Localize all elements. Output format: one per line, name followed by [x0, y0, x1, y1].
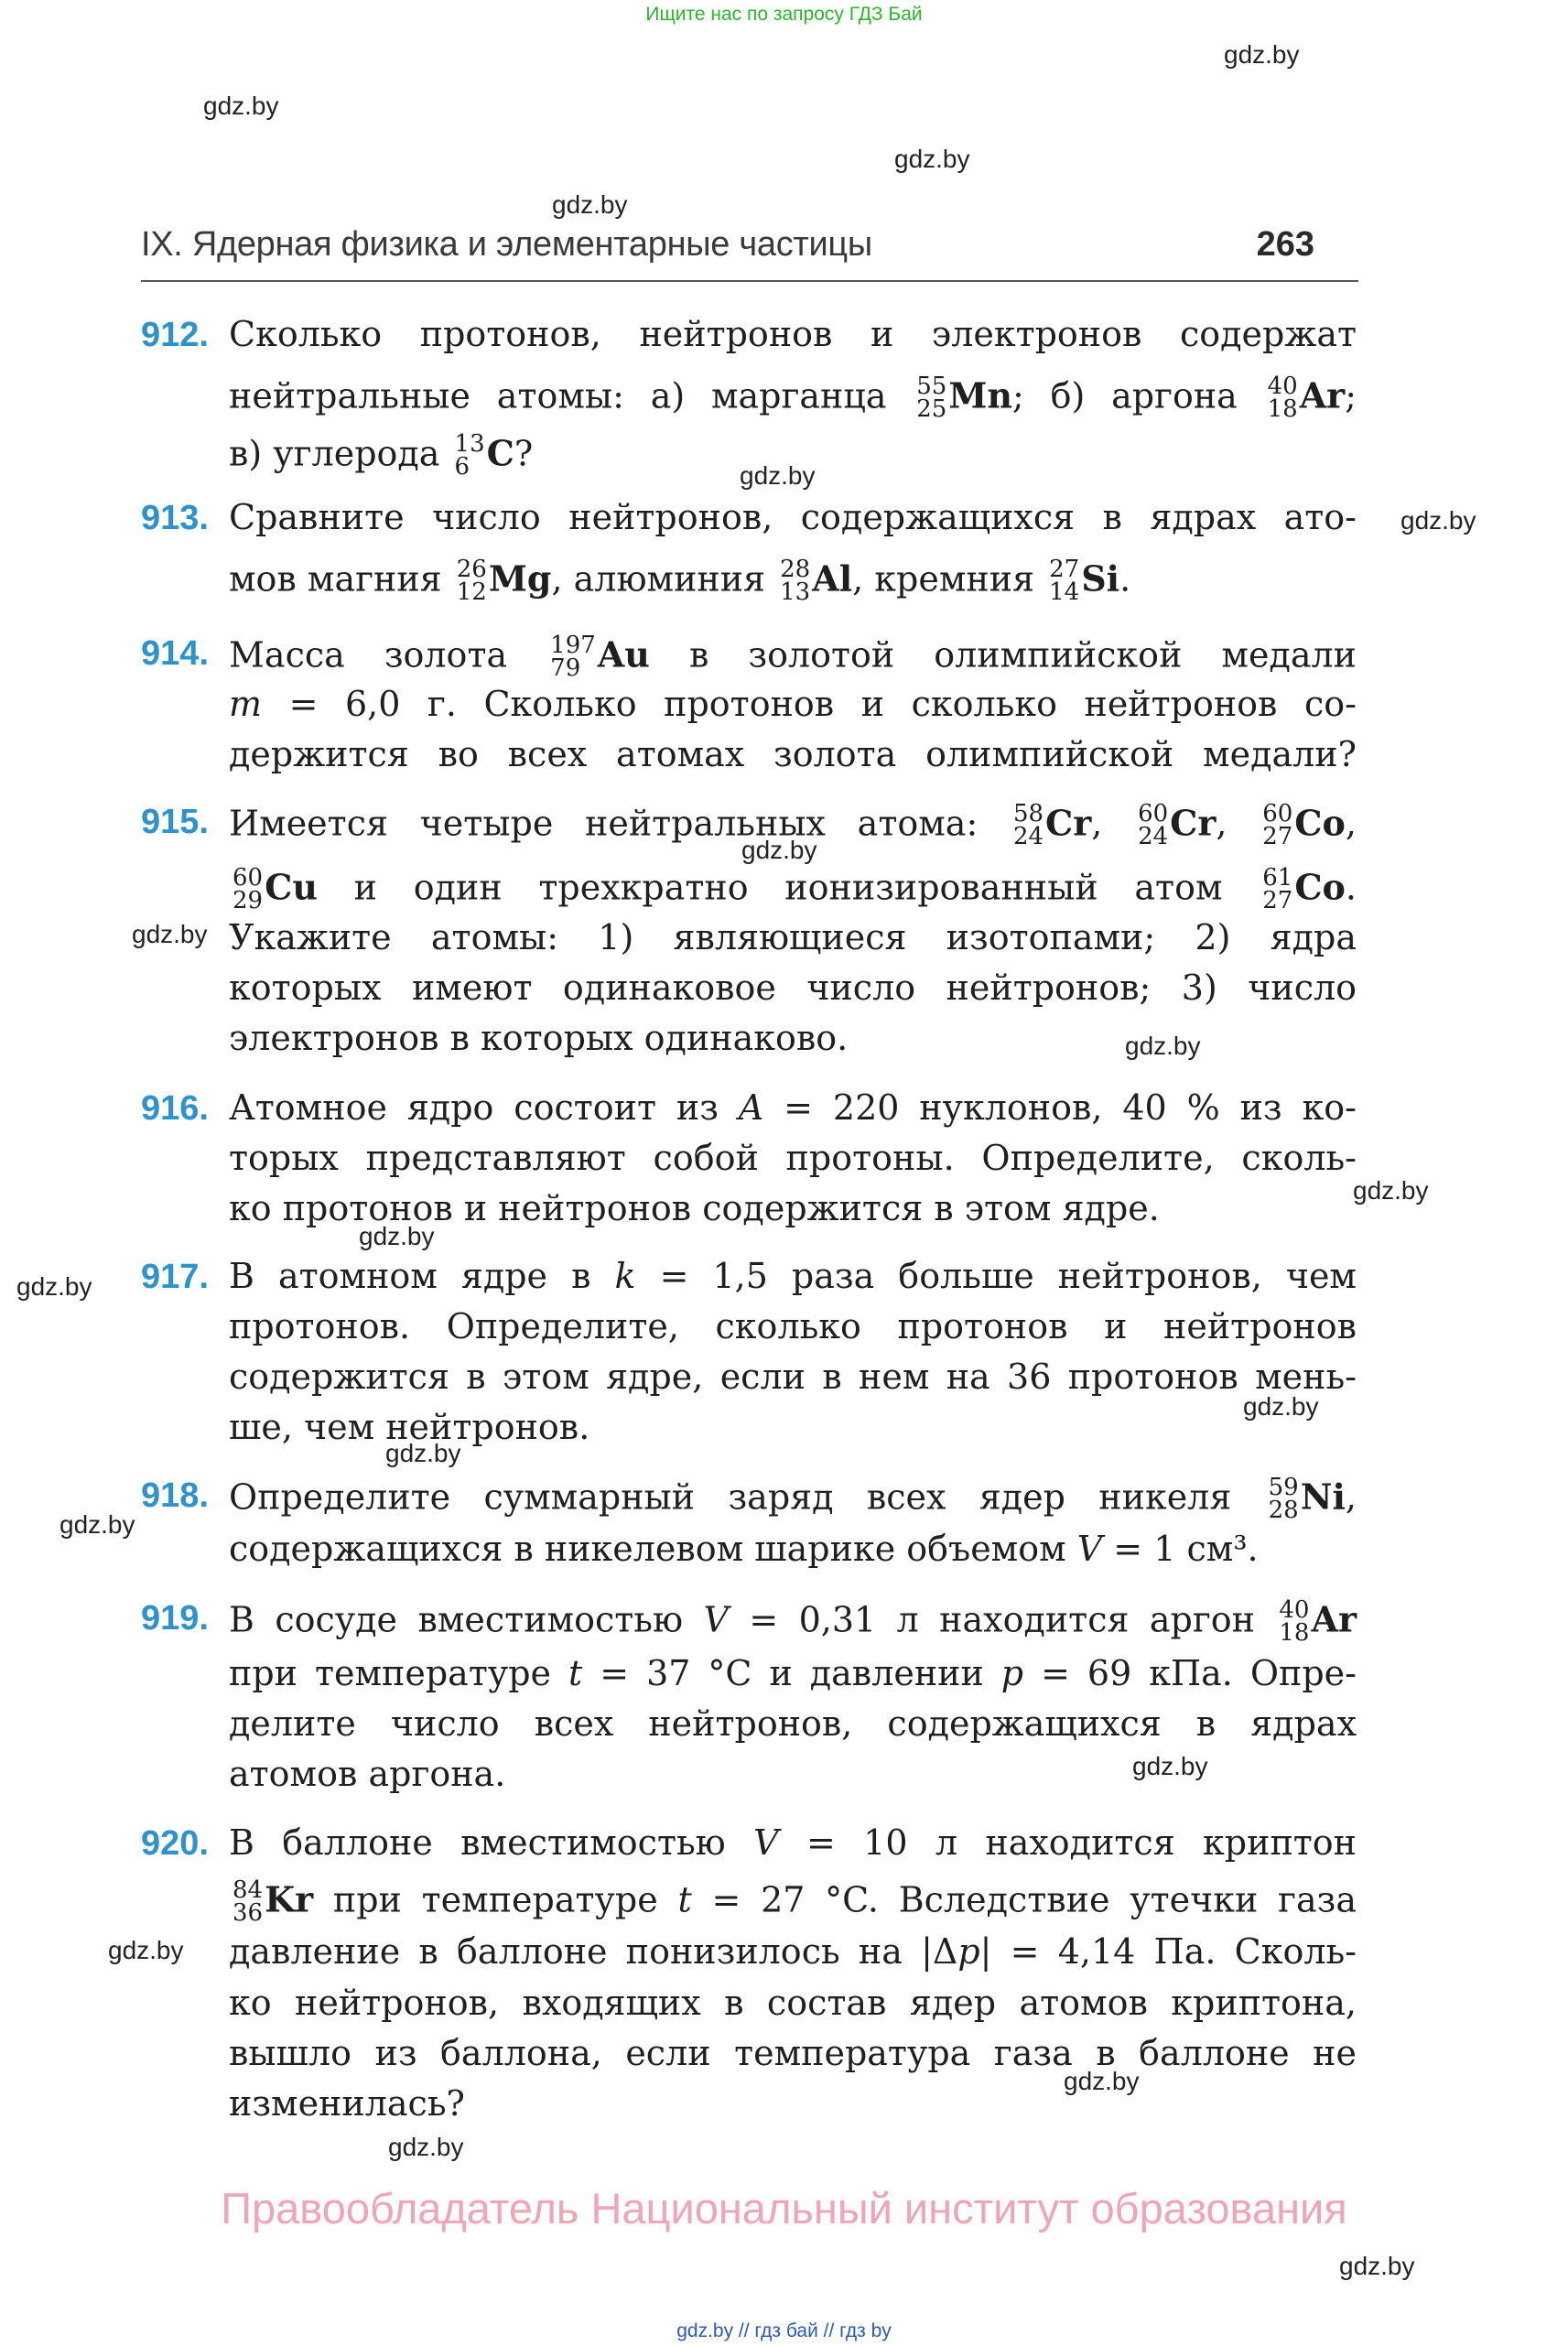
- problem-line: содержащихся в никелевом шарике объемом V = 1 см³.: [229, 1529, 1259, 1569]
- problem-line: 84 36 Kr при температуре t = 27 °C. Вследствие утечки газа: [232, 1876, 1357, 1927]
- problem-line: Определите суммарный заряд всех ядер никеля 59 28 Ni,: [229, 1474, 1357, 1524]
- watermark: gdz.by: [741, 836, 817, 864]
- problem-line: 60 29 Cu и один трехкратно ионизированный атом 61 27 Co.: [232, 864, 1357, 914]
- problem-line: торых представляют собой протоны. Определите, сколь-: [229, 1138, 1357, 1178]
- problem-line: которых имеют одинаковое число нейтронов; 3) число: [229, 968, 1357, 1008]
- problem-line: ко протонов и нейтронов содержится в этом ядре.: [229, 1188, 1160, 1228]
- isotope-notation: 59 28: [1268, 1474, 1299, 1524]
- problem-line: Сколько протонов, нейтронов и электронов содержат: [229, 314, 1357, 354]
- problem-line: давление в баллоне понизилось на |Δp| = 4,14 Па. Сколь-: [229, 1931, 1357, 1972]
- watermark: gdz.by: [1125, 1032, 1201, 1060]
- section-title: IX. Ядерная физика и элементарные частицы: [141, 225, 872, 264]
- watermark: gdz.by: [894, 145, 970, 173]
- watermark: gdz.by: [108, 1936, 184, 1964]
- watermark: gdz.by: [59, 1510, 135, 1539]
- problem-line: вышло из баллона, если температура газа в баллоне не: [229, 2033, 1357, 2073]
- problem-line: мов магния 26 12 Mg, алюминия 28 13 Al, кремния 27 14 Si.: [229, 556, 1131, 606]
- watermark: gdz.by: [1243, 1392, 1319, 1421]
- problem-number: 920.: [141, 1824, 209, 1863]
- watermark: gdz.by: [1132, 1752, 1208, 1780]
- problem-line: Сравните число нейтронов, содержащихся в ядрах ато-: [229, 497, 1357, 537]
- isotope-notation: 58 24: [1012, 800, 1044, 850]
- watermark: gdz.by: [388, 2133, 464, 2161]
- watermark: gdz.by: [16, 1272, 92, 1301]
- watermark: gdz.by: [1353, 1176, 1429, 1205]
- isotope-notation: 197 79: [550, 632, 596, 682]
- problem-line: В баллоне вместимостью V = 10 л находится криптон: [229, 1822, 1357, 1863]
- problem-line: протонов. Определите, сколько протонов и нейтронов: [229, 1306, 1357, 1346]
- problem-line: при температуре t = 37 °C и давлении p = 69 кПа. Опре-: [229, 1653, 1357, 1693]
- problem-line: атомов аргона.: [229, 1754, 506, 1794]
- watermark: gdz.by: [740, 461, 816, 490]
- problem-line: Укажите атомы: 1) являющиеся изотопами; 2) ядра: [229, 917, 1357, 957]
- problem-number: 916.: [141, 1089, 209, 1128]
- problem-line: в) углерода 13 6 C?: [229, 430, 534, 481]
- bottom-links[interactable]: gdz.by // гдз бай // гдз by: [676, 2320, 892, 2341]
- isotope-notation: 40 18: [1267, 373, 1298, 423]
- problem-line: ше, чем нейтронов.: [229, 1407, 590, 1447]
- problem-number: 912.: [141, 316, 209, 354]
- problem-line: Атомное ядро состоит из A = 220 нуклонов, 40 % из ко-: [229, 1087, 1357, 1128]
- problem-number: 915.: [141, 803, 209, 841]
- watermark: gdz.by: [552, 190, 628, 219]
- isotope-notation: 84 36: [232, 1876, 264, 1927]
- watermark: gdz.by: [1400, 506, 1476, 535]
- isotope-notation: 28 13: [780, 556, 811, 606]
- header-rule: [141, 280, 1358, 282]
- problem-number: 913.: [141, 499, 209, 537]
- watermark: gdz.by: [1064, 2067, 1140, 2095]
- problem-line: В атомном ядре в k = 1,5 раза больше нейтронов, чем: [229, 1256, 1357, 1296]
- problem-line: ко нейтронов, входящих в состав ядер атомов криптона,: [229, 1983, 1357, 2023]
- watermark: gdz.by: [1339, 2252, 1415, 2280]
- problem-line: электронов в которых одинаково.: [229, 1018, 849, 1058]
- problem-number: 918.: [141, 1476, 209, 1515]
- problem-line: изменилась?: [229, 2083, 465, 2124]
- page-number: 263: [1256, 225, 1314, 264]
- rights-holder-footer: Правообладатель Национальный институт образования: [221, 2184, 1347, 2232]
- top-banner[interactable]: Ищите нас по запросу ГДЗ Бай: [645, 4, 923, 25]
- isotope-notation: 61 27: [1262, 864, 1293, 914]
- problem-number: 917.: [141, 1258, 209, 1296]
- isotope-notation: 60 27: [1262, 800, 1293, 850]
- problem-line: В сосуде вместимостью V = 0,31 л находится аргон 40 18 Ar: [229, 1596, 1357, 1647]
- isotope-notation: 26 12: [456, 556, 487, 606]
- isotope-notation: 60 24: [1138, 800, 1169, 850]
- problem-line: держится во всех атомах золота олимпийской медали?: [229, 734, 1357, 774]
- watermark: gdz.by: [359, 1222, 435, 1250]
- problem-number: 919.: [141, 1599, 209, 1638]
- problem-number: 914.: [141, 634, 209, 673]
- isotope-notation: 27 14: [1049, 556, 1080, 606]
- watermark: gdz.by: [385, 1439, 461, 1467]
- problem-line: Имеется четыре нейтральных атома: 58 24 Cr, 60 24 Cr, 60 27 Co,: [229, 800, 1357, 850]
- watermark: gdz.by: [1224, 40, 1300, 69]
- problem-line: m = 6,0 г. Сколько протонов и сколько нейтронов со-: [229, 684, 1357, 724]
- isotope-notation: 13 6: [454, 430, 485, 481]
- isotope-notation: 60 29: [232, 864, 264, 914]
- problem-line: Масса золота 197 79 Au в золотой олимпийской медали: [229, 632, 1357, 682]
- problem-line: нейтральные атомы: а) марганца 55 25 Mn; б) аргона 40 18 Ar;: [229, 373, 1357, 423]
- isotope-notation: 40 18: [1279, 1596, 1310, 1647]
- problem-line: содержится в этом ядре, если в нем на 36 протонов мень-: [229, 1357, 1357, 1397]
- watermark: gdz.by: [132, 920, 208, 948]
- problem-line: делите число всех нейтронов, содержащихся в ядрах: [229, 1703, 1357, 1744]
- watermark: gdz.by: [203, 92, 279, 120]
- isotope-notation: 55 25: [916, 373, 947, 423]
